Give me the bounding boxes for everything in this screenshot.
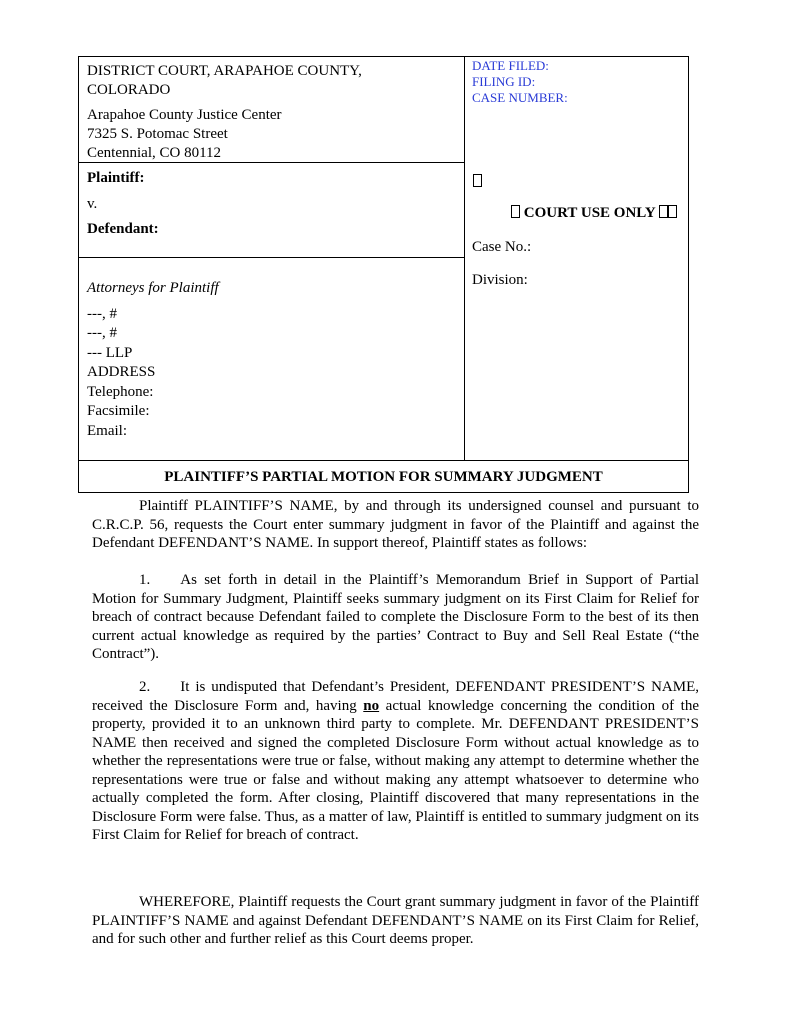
attorney-address: ADDRESS [87,364,156,380]
court-address-line2: 7325 S. Potomac Street [87,126,228,142]
numbered-paragraph-2 [92,678,699,845]
parties-box [79,163,464,258]
paragraph-text: It is undisputed that Defendant’s President, DEFENDANT PRESIDENT’S NAME, received the Disclosure Form and, having [92,679,699,714]
case-number-label: CASE NUMBER: [472,90,568,105]
caption-right-column [465,57,688,460]
email-label: Email: [87,423,127,439]
versus-label: v. [87,196,98,212]
defendant-label: Defendant: [87,221,159,237]
court-address-line1: Arapahoe County Justice Center [87,107,282,123]
case-no-label: Case No.: [472,239,532,255]
missing-glyph-icon [473,173,482,192]
telephone-label: Telephone: [87,384,154,400]
attorney-line2: ---, # [87,325,117,341]
plaintiff-label: Plaintiff: [87,170,145,186]
paragraph-number: 1. [139,572,151,588]
court-name-line1: DISTRICT COURT, ARAPAHOE COUNTY, [87,63,362,79]
attorneys-label: Attorneys for Plaintiff [87,280,219,296]
document-title: PLAINTIFF’S PARTIAL MOTION FOR SUMMARY JUDGMENT [79,460,688,492]
division-label: Division: [472,272,528,288]
attorney-box [79,258,464,460]
court-use-only-row [511,204,677,223]
missing-glyph-icon [511,205,520,218]
court-address-line3: Centennial, CO 80112 [87,145,222,161]
missing-glyph-icon [668,205,677,218]
attorney-line1: ---, # [87,306,117,322]
wherefore-paragraph: WHEREFORE, Plaintiff requests the Court grant summary judgment in favor of the Plaintiff PLAINTIFF’S NAME and against Defendant DEFENDANT’S NAME on its First Claim for Relief, and for such other and further relief as this Court deems proper. [92,894,699,947]
paragraph-text: actual knowledge concerning the condition of the property, provided it to an unknown third party to complete. Mr. DEFENDANT PRESIDENT’S NAME then received and signed the completed Disclosure Form without actual knowledge as to whether the representations were true or false, without making any attempt to determine whether the representations were true or false and without making any attempt whatsoever to determine who actually completed the form. After closing, Plaintiff discovered that many representations in the Disclosure Form were false. Thus, as a matter of law, Plaintiff is entitled to summary judgment on its First Claim for Relief for breach of contract. [92,697,699,843]
court-name-line2: COLORADO [87,82,171,98]
numbered-paragraph-1 [92,571,699,664]
court-box [79,57,464,163]
caption-table [78,56,689,493]
facsimile-label: Facsimile: [87,403,150,419]
date-filed-label: DATE FILED: [472,58,549,73]
caption-left-column [79,57,465,460]
intro-paragraph: Plaintiff PLAINTIFF’S NAME, by and through its undersigned counsel and pursuant to C.R.C.P. 56, requests the Court enter summary judgment in favor of the Plaintiff and against the Defendant DEFENDANT’S NAME. In support thereof, Plaintiff states as follows: [92,498,699,551]
paragraph-number: 2. [139,679,151,695]
attorney-firm: --- LLP [87,345,133,361]
missing-glyph-icon [659,205,668,218]
court-use-only-label: COURT USE ONLY [523,205,656,221]
paragraph-text: As set forth in detail in the Plaintiff’s Memorandum Brief in Support of Partial Motion for Summary Judgment, Plaintiff seeks summary judgment on its First Claim for Relief for breach of contract because Defendant failed to complete the Disclosure Form to the best of its then current actual knowledge as required by the parties’ Contract to Buy and Sell Real Estate (“the Contract”). [92,572,699,662]
filing-id-label: FILING ID: [472,74,536,89]
emphasis-no: no [363,697,380,714]
